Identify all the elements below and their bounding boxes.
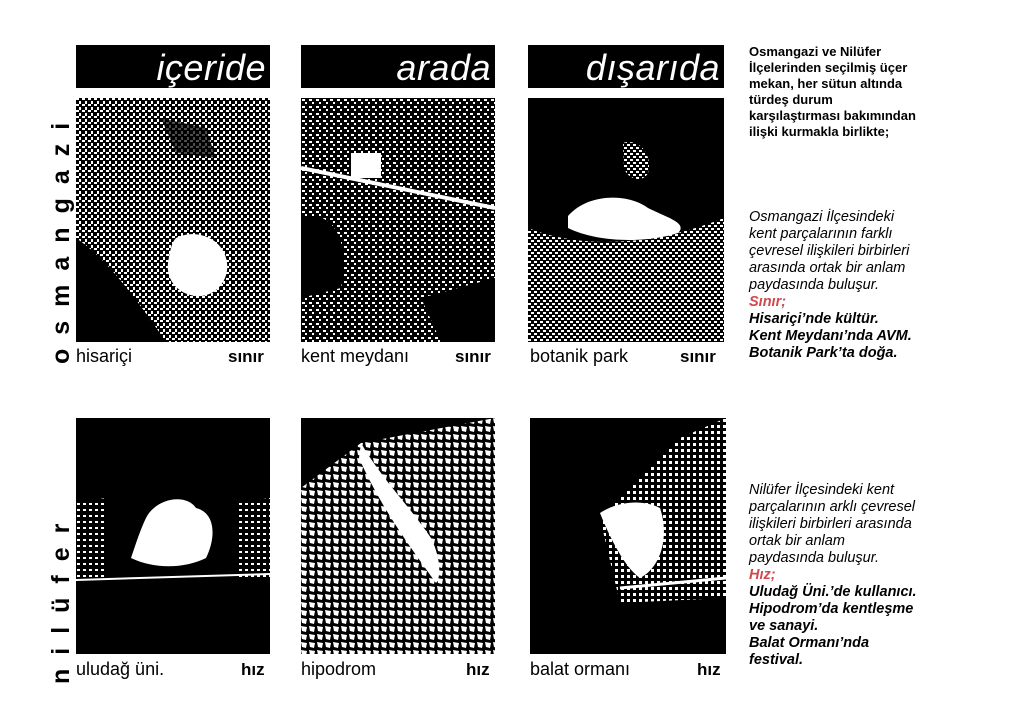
paragraph-line: Nilüfer İlçesindeki kent [749,482,895,498]
theme-item: Hisariçi’nde kültür. [749,311,879,327]
tag-sinir-2: sınır [455,347,491,366]
theme-item: Botanik Park’ta doğa. [749,345,898,361]
theme-item: Kent Meydanı’nda AVM. [749,328,912,344]
map-hipodrom [301,418,495,654]
district-label-nilufer: nilüfer [47,509,75,684]
intro-line: Osmangazi ve Nilüfer [749,44,882,59]
intro-line: ilişki kurmakla birlikte; [749,124,890,139]
intro-line: karşılaştırması bakımından [749,108,916,123]
theme-item: Uludağ Üni.’de kullanıcı. [749,584,917,600]
place-label-uludag-uni: uludağ üni. [76,659,165,679]
district-label-osmangazi: osmangazi [47,108,75,364]
paragraph-line: arasında ortak bir anlam [749,260,906,276]
place-label-botanik-park: botanik park [530,346,629,366]
paragraph-line: çevresel ilişkileri birbirleri [749,243,910,259]
column-header-iceride: içeride [76,45,270,88]
paragraph-line: ortak bir anlam [749,533,845,549]
paragraph-line: ilişkileri birbirleri arasında [749,516,912,532]
paragraph-line: parçalarının arklı çevresel [749,499,916,515]
osmangazi-paragraph [749,209,1019,362]
tag-sinir-1: sınır [228,347,264,366]
column-header-arada: arada [301,45,495,88]
nilufer-paragraph [749,482,1019,669]
map-balat-ormani [530,418,726,654]
intro-line: mekan, her sütun altında [749,76,903,91]
theme-item: festival. [749,652,803,668]
place-label-kent-meydani: kent meydanı [301,346,410,366]
theme-item: Hipodrom’da kentleşme [749,601,914,617]
intro-line: türdeş durum [749,92,833,107]
theme-item: Balat Ormanı’nda [749,635,870,651]
intro-text [749,44,1019,140]
tag-hiz-2: hız [466,660,490,679]
map-uludag-uni [76,418,270,654]
place-label-hisarici: hisariçi [76,346,133,366]
place-label-balat-ormani: balat ormanı [530,659,631,679]
paragraph-line: kent parçalarının farklı [749,226,893,242]
map-kent-meydani [301,98,495,342]
tag-hiz-1: hız [241,660,265,679]
paragraph-line: paydasında buluşur. [749,277,880,293]
tag-sinir-3: sınır [680,347,716,366]
theme-item: ve sanayi. [749,618,819,634]
tag-hiz-3: hız [697,660,721,679]
map-hisarici [76,98,270,342]
map-botanik-park [528,98,724,342]
theme-hiz: Hız; [749,567,776,583]
intro-line: İlçelerinden seçilmiş üçer [749,60,908,75]
column-header-disarida: dışarıda [528,45,724,88]
theme-sinir: Sınır; [749,294,787,310]
place-label-hipodrom: hipodrom [301,659,377,679]
paragraph-line: Osmangazi İlçesindeki [749,209,895,225]
paragraph-line: paydasında buluşur. [749,550,880,566]
